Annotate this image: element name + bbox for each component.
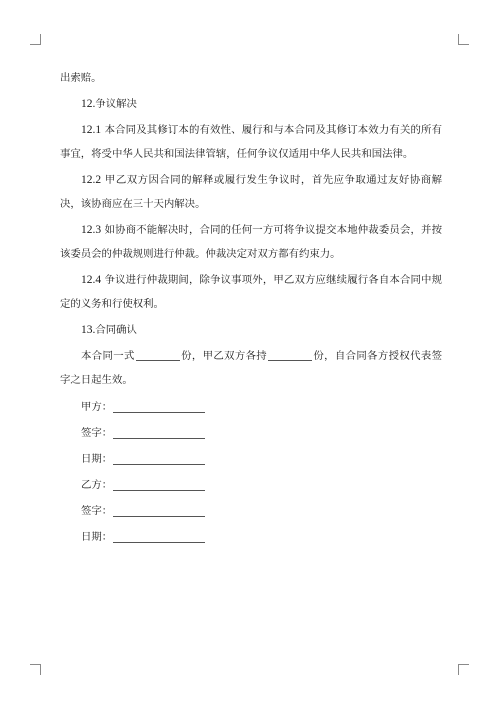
continuation-text: 出索赔。 [60, 72, 102, 84]
document-body [60, 66, 442, 550]
signature-row-party-b-date [81, 524, 442, 550]
signature-row-party-a [81, 394, 442, 420]
party-a-blank[interactable] [113, 401, 205, 413]
party-b-date-blank[interactable] [113, 531, 205, 543]
section-13-number: 13. [81, 324, 96, 336]
confirmation-paragraph [60, 344, 442, 392]
crop-mark-top-right [458, 34, 469, 45]
clause-12-2-text: 甲乙双方因合同的解释或履行发生争议时，首先应争取通过友好协商解决，该协商应在三十天内解决。 [60, 174, 442, 210]
clause-12-4-number: 12.4 [81, 274, 102, 286]
copies-each-blank[interactable] [268, 349, 312, 361]
crop-mark-top-left [30, 34, 41, 45]
section-12-heading [60, 92, 442, 116]
party-b-blank[interactable] [113, 479, 205, 491]
party-a-label: 甲方： [81, 401, 113, 413]
clause-12-1 [60, 118, 442, 166]
party-b-label: 乙方： [81, 479, 113, 491]
party-b-date-label: 日期： [81, 531, 113, 543]
clause-12-4 [60, 268, 442, 316]
clause-12-3-number: 12.3 [81, 224, 102, 236]
clause-12-1-number: 12.1 [81, 124, 102, 136]
party-b-sign-blank[interactable] [113, 505, 205, 517]
party-a-date-blank[interactable] [113, 453, 205, 465]
confirmation-text-part-2: 份，甲乙双方各持 [180, 350, 268, 362]
clause-12-1-text: 本合同及其修订本的有效性、履行和与本合同及其修订本效力有关的所有事宜，将受中华人民共和国法律管辖，任何争议仅适用中华人民共和国法律。 [60, 124, 442, 160]
party-a-sign-label: 签字： [81, 427, 113, 439]
party-a-sign-blank[interactable] [113, 427, 205, 439]
signature-row-party-a-date [81, 446, 442, 472]
party-a-date-label: 日期： [81, 453, 113, 465]
clause-12-4-text: 争议进行仲裁期间，除争议事项外，甲乙双方应继续履行各自本合同中规定的义务和行使权利。 [60, 274, 442, 310]
clause-12-3-text: 如协商不能解决时，合同的任何一方可将争议提交本地仲裁委员会，并按该委员会的仲裁规则进行仲裁。仲裁决定对双方都有约束力。 [60, 224, 442, 260]
section-13-title: 合同确认 [95, 324, 137, 336]
clause-12-3 [60, 218, 442, 266]
signature-row-party-b-sign [81, 498, 442, 524]
clause-12-2-number: 12.2 [81, 174, 102, 186]
signature-block [60, 394, 442, 550]
section-12-title: 争议解决 [95, 98, 137, 110]
signature-row-party-b [81, 472, 442, 498]
section-13-heading [60, 318, 442, 342]
party-b-sign-label: 签字： [81, 505, 113, 517]
copies-total-blank[interactable] [136, 349, 180, 361]
section-12-number: 12. [81, 98, 96, 110]
crop-mark-bottom-left [30, 664, 41, 675]
confirmation-text-part-1: 本合同一式 [81, 350, 135, 362]
crop-mark-bottom-right [458, 664, 469, 675]
confirmation-text-part-3: 份，自合同各方授权代表签字之日起生效。 [60, 350, 443, 386]
clause-12-2 [60, 168, 442, 216]
signature-row-party-a-sign [81, 420, 442, 446]
